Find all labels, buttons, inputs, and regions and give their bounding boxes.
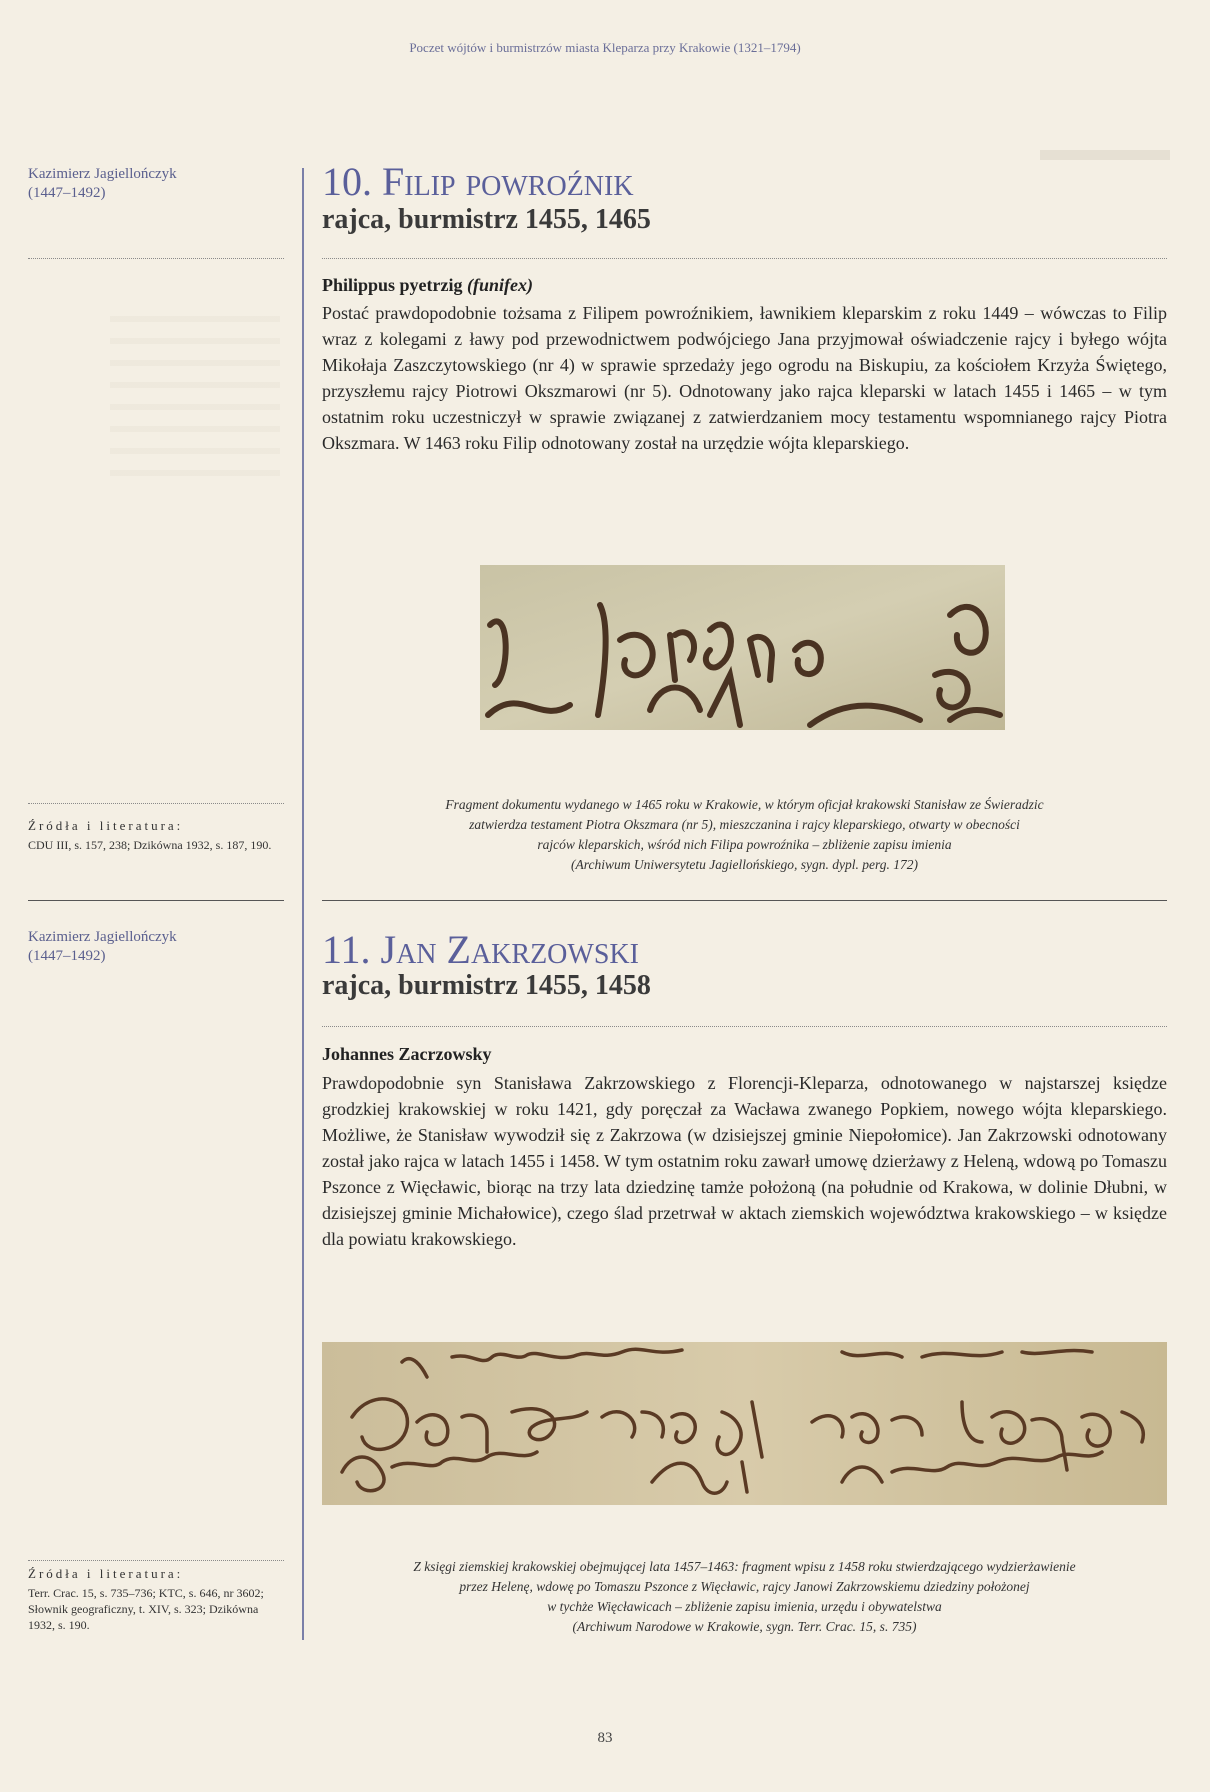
sources-block bbox=[28, 1566, 284, 1633]
latin-name: Johannes Zacrzowsky bbox=[322, 1044, 492, 1064]
entry-offices: rajca, burmistrz 1455, 1465 bbox=[322, 204, 651, 235]
bleed-through-ghost bbox=[1040, 150, 1170, 200]
entry-body: Prawdopodobnie syn Stanisława Zakrzowskiego z Florencji-Kleparza, odnotowanego w najstarszej księdze grodzkiej krakowskiej w roku 1421, gdy poręczał za Wacława zwanego Popkiem, nowego wójta kleparskiego. Możliwe, że Stanisław wywodził się z Zakrzowa (w dzisiejszej gminie Niepołomice). Jan Zakrzowski odnotowany został jako rajca w latach 1455 i 1458. W tym ostatnim roku zawarł umowę dzierżawy z Heleną, wdową po Tomaszu Pszonce z Więcławic, biorąc na trzy lata dziedzinę tamże położoną (na południe od Krakowa, w dolinie Dłubni, w dzisiejszej gminie Michałowice), czego ślad przetrwał w aktach ziemskich województwa krakowskiego – w księdze dla powiatu krakowskiego. bbox=[322, 1073, 1167, 1249]
reign-label bbox=[28, 165, 284, 203]
sources-list: Terr. Crac. 15, s. 735–736; KTC, s. 646, nr 3602; Słownik geograficzny, t. XIV, s. 323; Dzikówna 1932, s. 190. bbox=[28, 1586, 264, 1632]
manuscript-image bbox=[322, 1342, 1167, 1505]
latin-gloss: (funifex) bbox=[467, 275, 534, 295]
column-divider bbox=[302, 168, 304, 1640]
left-dotted-rule bbox=[28, 258, 284, 259]
caption-line: w tychże Więcławicach – zbliżenie zapisu imienia, urzędu i obywatelstwa bbox=[547, 1599, 942, 1614]
reign-years: (1447–1492) bbox=[28, 948, 106, 964]
latin-name: Philippus pyetrzig bbox=[322, 275, 463, 295]
latin-name-line bbox=[322, 1044, 492, 1065]
sources-heading: Źródła i literatura: bbox=[28, 1566, 184, 1581]
caption-line: Fragment dokumentu wydanego w 1465 roku w Krakowie, w którym oficjał krakowski Stanisław ze Świeradzic bbox=[445, 797, 1044, 812]
entry-title bbox=[322, 928, 639, 972]
reign-name: Kazimierz Jagiellończyk bbox=[28, 166, 177, 182]
page-number: 83 bbox=[597, 1730, 613, 1746]
left-section-rule bbox=[28, 900, 284, 901]
entry-name: Filip powroźnik bbox=[382, 159, 634, 204]
manuscript-image bbox=[480, 565, 1005, 730]
caption-line: Z księgi ziemskiej krakowskiej obejmującej lata 1457–1463: fragment wpisu z 1458 roku stwierdzającego wydzierżawienie bbox=[413, 1559, 1076, 1574]
reign-name: Kazimierz Jagiellończyk bbox=[28, 929, 177, 945]
entry-body: Postać prawdopodobnie tożsama z Filipem powroźnikiem, ławnikiem kleparskim z roku 1449 – wówczas to Filip wraz z kolegami z ławy pod przewodnictwem podwójciego Jana przyjmował oświadczenie rajcy i byłego wójta Mikołaja Zaszczytowskiego (nr 4) w sprawie sprzedaży jego ogrodu na Biskupiu, za kościołem Krzyża Świętego, przyszłemu rajcy Piotrowi Okszmarowi (nr 5). Odnotowany jako rajca kleparski w latach 1455 i 1465 – w tym ostatnim roku uczestniczył w sprawie związanej z zatwierdzaniem mocy testamentu wspomnianego rajcy Piotra Okszmara. W 1463 roku Filip odnotowany został na urzędzie wójta kleparskiego. bbox=[322, 303, 1167, 453]
entry-number: 10. bbox=[322, 159, 372, 204]
left-dotted-rule bbox=[28, 803, 284, 804]
main-section-rule bbox=[322, 900, 1167, 901]
reign-label bbox=[28, 928, 284, 966]
reign-years: (1447–1492) bbox=[28, 185, 106, 201]
entry-offices: rajca, burmistrz 1455, 1458 bbox=[322, 970, 651, 1001]
entry-title bbox=[322, 160, 634, 204]
caption-line: rajców kleparskich, wśród nich Filipa powroźnika – zbliżenie zapisu imienia bbox=[537, 837, 952, 852]
running-head: Poczet wójtów i burmistrzów miasta Kleparza przy Krakowie (1321–1794) bbox=[409, 40, 801, 55]
main-dotted-rule bbox=[322, 258, 1167, 259]
caption-line: zatwierdza testament Piotra Okszmara (nr 5), mieszczanina i rajcy kleparskiego, otwarty w obecności bbox=[469, 817, 1020, 832]
sources-heading: Źródła i literatura: bbox=[28, 818, 184, 833]
image-caption bbox=[322, 1557, 1167, 1637]
caption-line: przez Helenę, wdowę po Tomaszu Pszonce z Więcławic, rajcy Janowi Zakrzowskiemu dziedziny położonej bbox=[459, 1579, 1030, 1594]
sources-list: CDU III, s. 157, 238; Dzikówna 1932, s. 187, 190. bbox=[28, 838, 272, 852]
main-dotted-rule bbox=[322, 1026, 1167, 1027]
caption-source: (Archiwum Uniwersytetu Jagiellońskiego, sygn. dypl. perg. 172) bbox=[571, 857, 918, 872]
sources-block bbox=[28, 818, 284, 853]
image-caption bbox=[322, 795, 1167, 875]
latin-name-line bbox=[322, 275, 533, 296]
manuscript-image-svg bbox=[480, 565, 1005, 730]
caption-source: (Archiwum Narodowe w Krakowie, sygn. Terr. Crac. 15, s. 735) bbox=[572, 1619, 917, 1634]
bleed-through-ghost-left bbox=[110, 300, 280, 490]
entry-number: 11. bbox=[322, 927, 371, 972]
left-dotted-rule bbox=[28, 1560, 284, 1561]
entry-name: Jan Zakrzowski bbox=[380, 927, 639, 972]
manuscript-image-svg bbox=[322, 1342, 1167, 1505]
